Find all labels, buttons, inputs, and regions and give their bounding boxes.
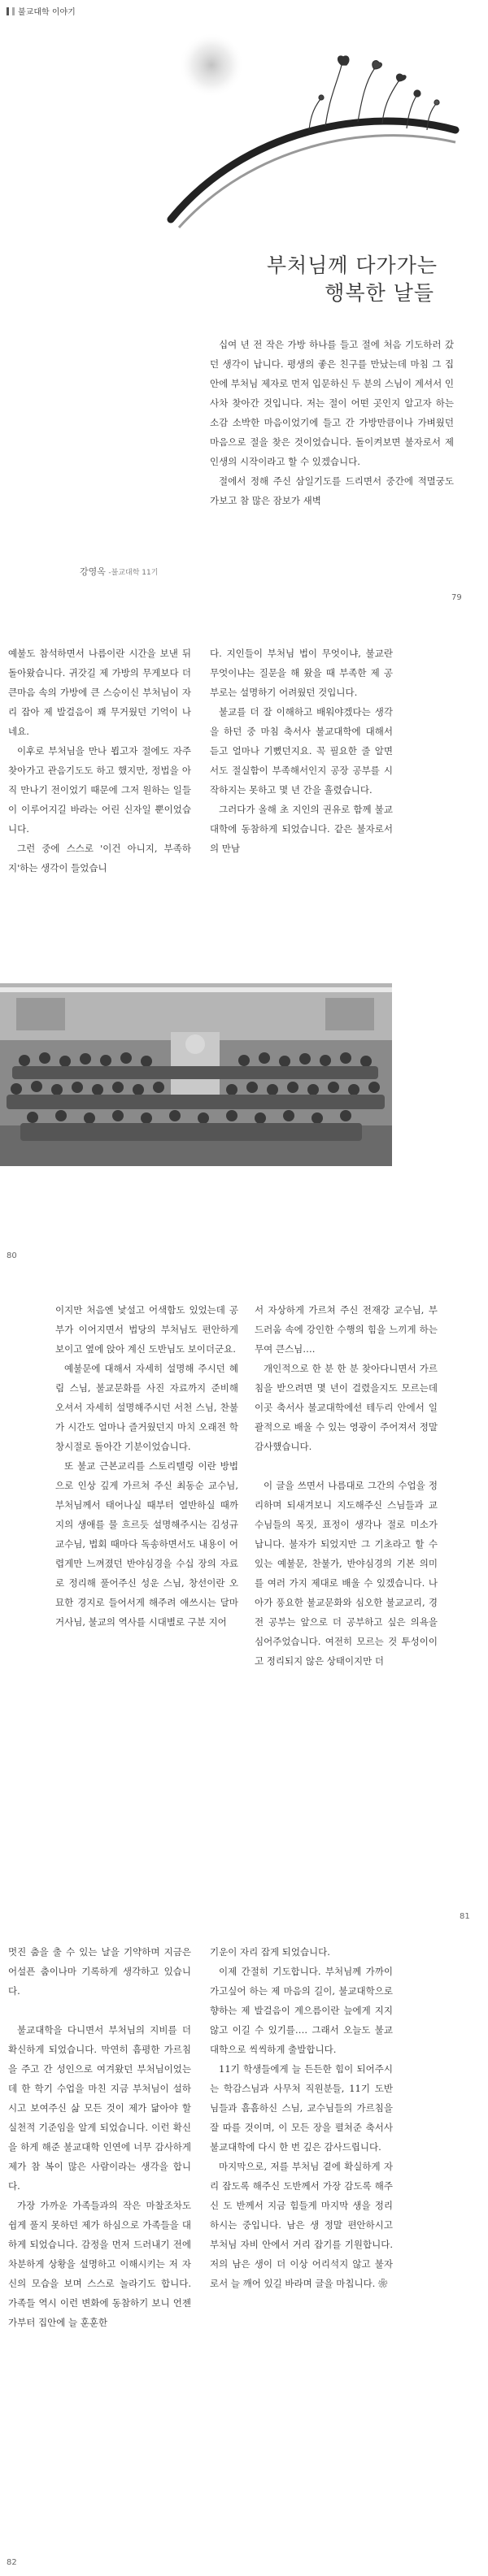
- author-byline: [80, 565, 158, 578]
- paragraph: 또 불교 근본교리를 스토리텔링 이란 방법으로 인상 깊게 가르쳐 주신 최동순 교수님, 부처님께서 태어나실 때부터 열반하실 때까지의 생애를 물 흐르듯 설명해주시는 김성규 교수님, 법회 때마다 독송하면서도 내용이 어렵게만 느껴졌던 반야심경을 수십 장의 자료로 정리해 풀어주신 성운 스님, 창선이란 오묘한 경지로 들어서게 해주려 애쓰시는 달마거사님, 불교의 역사를 시대별로 구분 지어: [55, 1460, 238, 1628]
- paragraph: 개인적으로 한 분 한 분 찾아다니면서 가르침을 받으려면 몇 년이 걸렸을지도 모르는데 이곳 축서사 불교대학에선 테두리 안에서 일괄적으로 배울 수 있는 영광이 주어져서 정말 감사했습니다.: [255, 1363, 438, 1452]
- page-number: 80: [7, 1251, 17, 1260]
- right-column: [255, 1300, 438, 1671]
- right-column: [210, 1942, 393, 2293]
- article-title: [267, 252, 438, 307]
- header-mark: [7, 7, 9, 15]
- paragraph: 기운이 자리 잡게 되었습니다.: [210, 1946, 330, 1958]
- page-81: [0, 1292, 488, 1934]
- paragraph: 마지막으로, 저를 부처님 곁에 확실하게 자리 잡도록 해주신 도반께서 가장 감도록 해주신 도 반께서 지금 힘들게 마지막 생을 정리하시는 중입니다. 남은 생 정말 편안하시고 부처님 자비 안에서 거리 잡기를 기원합니다. 저의 남은 생이 더 이상 어리석지 않고 불자로서 늘 깨어 있길 바라며 글을 마칩니다. ❀: [210, 2161, 393, 2289]
- left-column: [8, 644, 191, 878]
- left-column: [8, 1942, 191, 2332]
- paragraph: 이 글을 쓰면서 나름대로 그간의 수업을 정리하며 되새겨보니 지도해주신 스님들과 교수님들의 목짓, 표정이 생각나 절로 미소가 납니다. 불자가 되었지만 그 기초라고 할 수 있는 예불문, 찬불가, 반야심경의 기본 의미를 여러 가지 제대로 배울 수 있겠습니다. 나아가 풍요한 불교문화와 심오한 불교교리, 경전 공부는 앞으로 더 공부하고 싶은 의욕을 심어주었습니다. 여전히 모르는 것 투성이이고 정리되지 않은 상태이지만 더: [255, 1480, 438, 1667]
- author-name: 강영옥: [80, 566, 106, 577]
- paragraph: 이제 간절히 기도합니다. 부처님께 가까이 가고싶어 하는 제 마음의 길이, 불교대학으로 향하는 제 발걸음이 계으름이란 늪에게 지지 않고 이길 수 있기를…. 그래서 오늘도 불교대학으로 씩씩하게 출발합니다.: [210, 1966, 393, 2055]
- paragraph: 서 자상하게 가르쳐 주신 전재강 교수님, 부드러움 속에 강인한 수행의 힘을 느끼게 하는 무여 큰스님….: [255, 1304, 438, 1355]
- paragraph: 멋진 춤을 출 수 있는 날을 기약하며 지금은 어설픈 춤이나마 기록하게 생각하고 있습니다.: [8, 1946, 191, 1997]
- paragraph: 예불문에 대해서 자세히 설명해 주시던 혜림 스님, 불교문화를 사진 자료까지 준비해 오셔서 자세히 설명해주시던 서천 스님, 찬불가 시간도 얼마나 즐거웠던지 마치 오래전 학창시절로 돌아간 기분이었습니다.: [55, 1363, 238, 1452]
- page-number: 82: [7, 2558, 17, 2567]
- page-80: [0, 609, 488, 1292]
- paragraph: 이지만 처음엔 낯설고 어색함도 있었는데 공부가 이어지면서 법당의 부처님도 편안하게 보이고 옆에 앉아 계신 도반님도 보이더군요.: [55, 1304, 238, 1355]
- title-line-2: 행복한 날들: [325, 280, 434, 305]
- paragraph: 불교대학을 다니면서 부처님의 지비를 더 확신하게 되었습니다. 막연히 흠평한 가르침을 주고 간 성인으로 여겨왔던 부처님이었는데 한 학기 수업을 마친 지금 부처님이 설하시고 보여주신 삶 모든 것이 제가 닮아야 할 실천적 기준임을 알게 되었습니다. 이런 확신을 하게 해준 불교대학 인연에 너무 감사하게 제가 참 복이 많은 사람이라는 생각을 합니다.: [8, 2024, 191, 2192]
- paragraph: 불교를 더 잘 이해하고 배워야겠다는 생각을 하던 중 마침 축서사 불교대학에 대해서 듣고 얼마나 기뻤던지요. 꼭 필요한 줄 알면서도 절실함이 부족해서인지 공장 공부를 시작하지는 못하고 몇 년 간을 흘렸습니다.: [210, 706, 393, 796]
- paragraph: 절에서 정해 주신 삼일기도를 드리면서 중간에 적멸궁도 가보고 참 많은 잠보가 새벽: [210, 475, 454, 506]
- paragraph: 11기 학생들에게 늘 든든한 힘이 되어주시는 학감스님과 사무처 직원분들, 11기 도반님들과 흠흠하신 스님, 교수님들의 가르침을 잘 따를 것이며, 이 모든 장을 펼쳐준 축서사 불교대학에 다시 한 번 깊은 감사드립니다.: [210, 2063, 393, 2153]
- paragraph: 그런 중에 스스로 '이건 아니지, 부족하지'하는 생각이 들었습니: [8, 843, 191, 874]
- paragraph: 이후로 부처님을 만나 뵙고자 절에도 자주 찾아가고 관음기도도 하고 했지만, 정법을 아직 만나기 전이었기 때문에 그저 원하는 일들이 이루어지길 바라는 어린 신자일 뿐이었습니다.: [8, 745, 191, 835]
- title-line-1: 부처님께 다가가는: [266, 254, 438, 277]
- paragraph: 다. 지인들이 부처님 법이 무엇이냐, 불교란 무엇이냐는 질문을 해 왔을 때 부족한 제 공부로는 설명하기 어려웠던 것입니다.: [210, 648, 393, 698]
- section-header: [7, 5, 76, 17]
- page-number: 81: [460, 1912, 470, 1921]
- page-82: [0, 1934, 488, 2576]
- group-photo: [0, 983, 392, 1166]
- ink-sun: [179, 33, 244, 98]
- section-title: 불교대학 이야기: [18, 8, 76, 17]
- paragraph: 가장 가까운 가족들과의 작은 마찰조차도 쉽게 풀지 못하던 제가 하심으로 가족들을 대하게 되었습니다. 감정을 먼저 드러내기 전에 차분하게 상황을 설명하고 이해시키는 저 자신의 모습을 보며 스스로 놀라기도 합니다. 가족들 역시 이런 변화에 동참하기 보니 언젠가부터 집안에 늘 훈훈한: [8, 2200, 191, 2328]
- paragraph: 십여 년 전 작은 가방 하나를 들고 절에 처음 기도하러 갔던 생각이 납니다. 평생의 좋은 친구를 만났는데 마침 그 집안에 부처님 제자로 먼저 입문하신 두 분의 스님이 계셔서 인사차 찾아간 것입니다. 저는 절이 어떤 곳인지 알고자 하는 소감 소박한 마음이었기에 들고 간 가방만큼이나 가벼웠던 마음으로 절을 찾은 것이었습니다. 돌이켜보면 불자로서 제 인생의 시작이라고 할 수 있겠습니다.: [210, 339, 454, 467]
- right-column: [210, 644, 393, 858]
- page-79: [0, 0, 488, 609]
- paragraph: 예불도 참석하면서 나름이란 시간을 보낸 뒤 돌아왔습니다. 귀갓길 제 가방의 무게보다 더 큰마음 속의 가방에 큰 스승이신 부처님이 자리 잡아 제 발걸음이 꽤 무거웠던 기억이 나네요.: [8, 648, 191, 737]
- lead-text: [210, 335, 454, 510]
- ink-painting-illustration: [122, 33, 464, 252]
- paragraph: 그러다가 올해 초 지인의 권유로 함께 불교대학에 동참하게 되었습니다. 같은 불자로서의 만남: [210, 804, 393, 854]
- header-mark-light: [12, 7, 15, 15]
- author-affiliation: -불교대학 11기: [108, 569, 159, 577]
- page-number: 79: [451, 593, 462, 602]
- left-column: [55, 1300, 238, 1632]
